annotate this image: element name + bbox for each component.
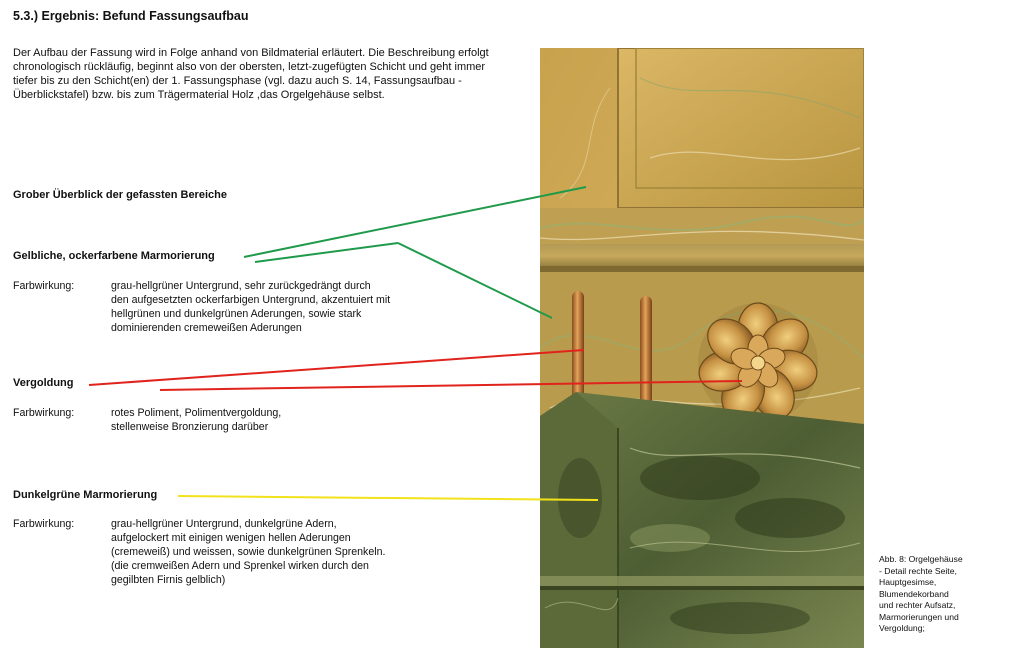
farbwirkung-label-darkgreen: Farbwirkung: <box>13 518 75 530</box>
caption-line: Hauptgesimse, <box>879 577 937 587</box>
caption-line: Marmorierungen und <box>879 611 959 622</box>
caption-line: und rechter Aufsatz, <box>879 600 956 610</box>
yellow-leader-lines <box>178 496 598 500</box>
organ-case-photo <box>540 48 864 648</box>
section-heading-ochre-marbling: Gelbliche, ockerfarbene Marmorierung <box>13 250 215 262</box>
farbwirkung-text-ochre <box>111 279 390 335</box>
dark-green-marble-block <box>540 392 864 648</box>
text-line: (die cremweißen Adern und Sprenkel wirken durch den <box>111 560 369 572</box>
text-line: dominierenden cremeweißen Aderungen <box>111 322 302 334</box>
caption-line: Vergoldung; <box>879 623 925 633</box>
text-line: grau-hellgrüner Untergrund, sehr zurückgedrängt durch <box>111 280 371 292</box>
page-title: 5.3.) Ergebnis: Befund Fassungsaufbau <box>13 9 249 23</box>
text-line: grau-hellgrüner Untergrund, dunkelgrüne Adern, <box>111 518 337 530</box>
farbwirkung-text-darkgreen <box>111 517 385 587</box>
text-line: stellenweise Bronzierung darüber <box>111 421 269 433</box>
overview-heading: Grober Überblick der gefassten Bereiche <box>13 189 227 201</box>
farbwirkung-label-gilding: Farbwirkung: <box>13 407 75 419</box>
text-line: den aufgesetzten ockerfarbigen Untergrund, akzentuiert mit <box>111 294 391 306</box>
section-heading-gilding: Vergoldung <box>13 377 74 389</box>
caption-line: Blumendekorband <box>879 588 949 599</box>
farbwirkung-label-ochre: Farbwirkung: <box>13 280 75 292</box>
text-line: hellgrünen und dunkelgrünen Aderungen, sowie stark <box>111 308 362 320</box>
intro-paragraph: Der Aufbau der Fassung wird in Folge anhand von Bildmaterial erläutert. Die Beschreibung erfolgt chronologisch rückläufig, beginnt also von der obersten, letzt-zugefügten Schicht und geht immer tiefer bis zu den Schicht(en) der 1. Fassungsphase (vgl. dazu auch S. 14, Fassungsaufbau - Überblickstafel) bzw. bis zum Trägermaterial Holz ,das Orgelgehäuse selbst. <box>13 47 489 101</box>
text-line: (cremeweiß) und weissen, sowie dunkelgrünen Sprenkeln. <box>111 546 386 558</box>
caption-line: Abb. 8: Orgelgehäuse <box>879 554 963 564</box>
text-line: rotes Poliment, Polimentvergoldung, <box>111 407 282 419</box>
figure-caption <box>879 554 1009 635</box>
section-heading-darkgreen-marbling: Dunkelgrüne Marmorierung <box>13 489 158 501</box>
text-line: gegilbten Firnis gelblich) <box>111 574 226 586</box>
farbwirkung-text-gilding <box>111 406 281 434</box>
caption-line: - Detail rechte Seite, <box>879 565 957 576</box>
text-line: aufgelockert mit einigen wenigen hellen Aderungen <box>111 532 351 544</box>
